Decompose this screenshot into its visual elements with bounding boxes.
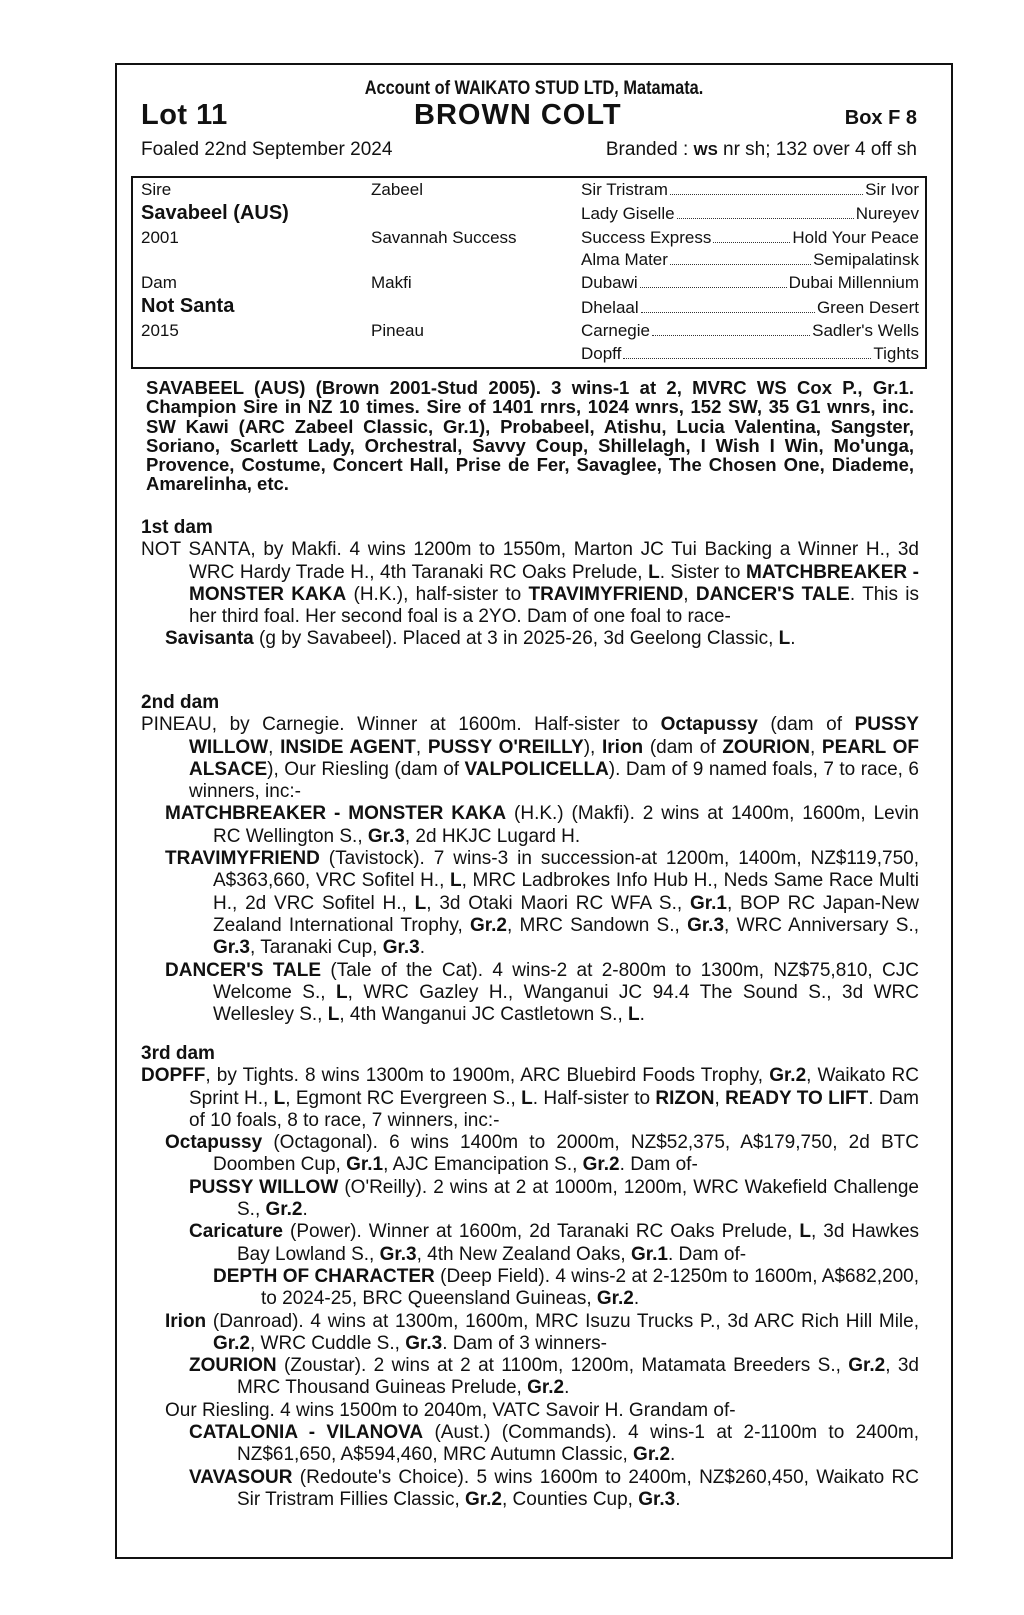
second-dam-section [141,692,919,1026]
catalogue-page-frame [115,63,953,1559]
branded-line: Branded : WS nr sh; 132 over 4 off sh [605,139,917,160]
account-line: Account of WAIKATO STUD LTD, Matamata. [364,78,704,99]
third-dam-progeny: DEPTH OF CHARACTER (Deep Field). 4 wins-2 at 2-1250m to 1600m, A$682,200, to 2024-25, BRC Queensland Guineas, Gr.2. [213,1265,919,1310]
third-dam-progeny: Our Riesling. 4 wins 1500m to 2040m, VATC Savoir H. Grandam of- [165,1399,736,1421]
dam-label: Dam [141,273,177,292]
dam-year: 2015 [141,321,179,340]
lot-number: Lot 11 [141,99,228,131]
sire-label: Sire [141,180,172,199]
pedigree-row: Sir Tristram Sir Ivor [581,180,919,199]
pedigree-row: Success Express Hold Your Peace [581,228,919,247]
third-dam-progeny: Caricature (Power). Winner at 1600m, 2d Taranaki RC Oaks Prelude, L, 3d Hawkes Bay Lowland S., Gr.3, 4th New Zealand Oaks, Gr.1. Dam of- [189,1221,920,1265]
horse-title: BROWN COLT [414,99,622,131]
box-number: Box F 8 [844,107,917,129]
sire-year: 2001 [141,228,179,247]
sire-summary: SAVABEEL (AUS) (Brown 2001-Stud 2005). 3 wins-1 at 2, MVRC WS Cox P., Gr.1. Champion Sire in NZ 10 times. Sire of 1401 rnrs, 1024 wnrs, 152 SW, 35 G1 wnrs, inc. SW Kawi (ARC Zabeel Classic, Gr.1), Probabeel, Atishu, Lucia Valentina, Sangster, Soriano, Scarlett Lady, Orchestral, Savvy Coup, Shillelagh, I Wish I Win, Mo'unga, Provence, Costume, Concert Hall, Prise de Fer, Savaglee, The Chosen One, Diademe, Amarelinha, etc. [146,377,914,495]
third-dam-heading: 3rd dam [141,1043,215,1064]
third-dam-progeny: ZOURION (Zoustar). 2 wins at 2 at 1100m, 1200m, Matamata Breeders S., Gr.2, 3d MRC Thousand Guineas Prelude, Gr.2. [189,1355,919,1399]
pedigree-row: Lady Giselle Nureyev [581,204,919,223]
pedigree-table [131,176,927,369]
sire-sire: Zabeel [371,180,423,199]
first-dam-section [141,517,919,651]
brand-mark: WS [693,142,718,159]
third-dam-progeny: Irion (Danroad). 4 wins at 1300m, 1600m, MRC Isuzu Trucks P., 3d ARC Rich Hill Mile, Gr.2, WRC Cuddle S., Gr.3. Dam of 3 winners- [165,1310,919,1354]
first-dam-progeny: Savisanta (g by Savabeel). Placed at 3 in 2025-26, 3d Geelong Classic, L. [165,628,796,650]
dam-name: Not Santa [141,295,235,317]
first-dam-text: NOT SANTA, by Makfi. 4 wins 1200m to 1550m, Marton JC Tui Backing a Winner H., 3d WRC Hardy Trade H., 4th Taranaki RC Oaks Prelude, L. Sister to MATCHBREAKER - MONSTER KAKA (H.K.), half-sister to TRAVIMYFRIEND, DANCER'S TALE. This is her third foal. Her second foal is a 2YO. Dam of one foal to race- [141,539,920,628]
third-dam-section [141,1043,919,1511]
pedigree-row: Dopff Tights [581,344,919,363]
third-dam-progeny: PUSSY WILLOW (O'Reilly). 2 wins at 2 at 1000m, 1200m, WRC Wakefield Challenge S., Gr.2. [189,1176,920,1221]
third-dam-text: DOPFF, by Tights. 8 wins 1300m to 1900m, ARC Bluebird Foods Trophy, Gr.2, Waikato RC Sprint H., L, Egmont RC Evergreen S., L. Half-sister to RIZON, READY TO LIFT. Dam of 10 foals, 8 to race, 7 winners, inc:- [141,1065,919,1131]
second-dam-progeny: DANCER'S TALE (Tale of the Cat). 4 wins-2 at 2-800m to 1300m, NZ$75,810, CJC Welcome S., L, WRC Gazley H., Wanganui JC 94.4 The Sound S., 3d WRC Wellesley S., L, 4th Wanganui JC Castletown S., L. [165,959,919,1026]
foaled-date: Foaled 22nd September 2024 [141,139,393,160]
second-dam-text: PINEAU, by Carnegie. Winner at 1600m. Half-sister to Octapussy (dam of PUSSY WILLOW, INSIDE AGENT, PUSSY O'REILLY), Irion (dam of ZOURION, PEARL OF ALSACE), Our Riesling (dam of VALPOLICELLA). Dam of 9 named foals, 7 to race, 6 winners, inc:- [141,714,919,803]
second-dam-progeny: TRAVIMYFRIEND (Tavistock). 7 wins-3 in succession-at 1200m, 1400m, NZ$119,750, A$363,660, VRC Sofitel H., L, MRC Ladbrokes Info Hub H., Neds Same Race Multi H., 2d VRC Sofitel H., L, 3d Otaki Maori RC WFA S., Gr.1, BOP RC Japan-New Zealand International Trophy, Gr.2, MRC Sandown S., Gr.3, WRC Anniversary S., Gr.3, Taranaki Cup, Gr.3. [165,848,920,959]
dam-sire: Makfi [371,273,412,292]
second-dam-progeny: MATCHBREAKER - MONSTER KAKA (H.K.) (Makfi). 2 wins at 1400m, 1600m, Levin RC Wellington S., Gr.3, 2d HKJC Lugard H. [165,803,919,847]
pedigree-row: Alma Mater Semipalatinsk [581,250,919,269]
pedigree-row: Dhelaal Green Desert [581,298,919,317]
second-dam-heading: 2nd dam [141,692,220,713]
sire-dam: Savannah Success [371,228,517,247]
third-dam-progeny: Octapussy (Octagonal). 6 wins 1400m to 2000m, NZ$52,375, A$179,750, 2d BTC Doomben Cup, Gr.1, AJC Emancipation S., Gr.2. Dam of- [165,1132,919,1176]
first-dam-heading: 1st dam [141,517,213,538]
dam-dam: Pineau [371,321,424,340]
third-dam-progeny: CATALONIA - VILANOVA (Aust.) (Commands). 4 wins-1 at 2-1100m to 2400m, NZ$61,650, A$594,460, MRC Autumn Classic, Gr.2. [189,1422,919,1466]
third-dam-progeny: VAVASOUR (Redoute's Choice). 5 wins 1600m to 2400m, NZ$260,450, Waikato RC Sir Tristram Fillies Classic, Gr.2, Counties Cup, Gr.3. [189,1466,919,1510]
pedigree-row: Dubawi Dubai Millennium [581,273,919,292]
pedigree-row: Carnegie Sadler's Wells [581,321,919,340]
sire-name: Savabeel (AUS) [141,202,289,224]
